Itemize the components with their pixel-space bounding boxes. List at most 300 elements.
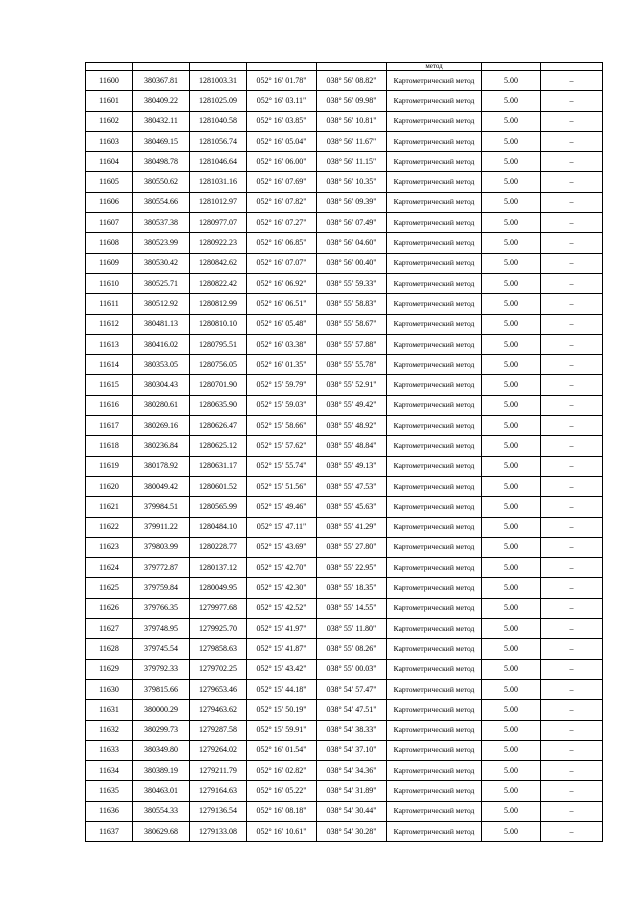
table-row (86, 720, 603, 740)
x-coordinate-cell: 379759.84 (133, 578, 190, 598)
table-row (86, 71, 603, 91)
table-row (86, 801, 603, 821)
method-cell: Картометрический метод (387, 619, 482, 639)
point-number-cell: 11605 (86, 172, 133, 192)
accuracy-cell: 5.00 (482, 71, 541, 91)
y-coordinate-cell: 1281025.09 (190, 91, 247, 111)
method-cell: Картометрический метод (387, 314, 482, 334)
method-cell: Картометрический метод (387, 740, 482, 760)
note-cell: – (541, 131, 603, 151)
point-number-cell: 11621 (86, 497, 133, 517)
x-coordinate-cell: 379984.51 (133, 497, 190, 517)
longitude-cell: 038° 56' 00.40" (317, 253, 387, 273)
method-cell: Картометрический метод (387, 294, 482, 314)
table-row (86, 740, 603, 760)
y-coordinate-cell: 1280977.07 (190, 213, 247, 233)
longitude-cell: 038° 56' 11.15" (317, 152, 387, 172)
y-coordinate-cell: 1279264.02 (190, 740, 247, 760)
latitude-cell: 052° 15' 41.87" (247, 639, 317, 659)
method-cell: Картометрический метод (387, 334, 482, 354)
x-coordinate-cell: 380299.73 (133, 720, 190, 740)
point-number-cell: 11624 (86, 558, 133, 578)
longitude-cell: 038° 55' 18.35" (317, 578, 387, 598)
method-cell: Картометрический метод (387, 476, 482, 496)
latitude-cell: 052° 16' 05.04" (247, 131, 317, 151)
y-coordinate-cell: 1279133.08 (190, 821, 247, 841)
table-row (86, 294, 603, 314)
method-cell: Картометрический метод (387, 436, 482, 456)
point-number-cell: 11616 (86, 395, 133, 415)
table-row (86, 314, 603, 334)
method-cell: Картометрический метод (387, 91, 482, 111)
latitude-cell: 052° 15' 59.79" (247, 375, 317, 395)
method-cell: Картометрический метод (387, 639, 482, 659)
y-coordinate-cell: 1280631.17 (190, 456, 247, 476)
accuracy-cell: 5.00 (482, 375, 541, 395)
x-coordinate-cell: 380269.16 (133, 416, 190, 436)
point-number-cell: 11629 (86, 659, 133, 679)
method-cell: Картометрический метод (387, 679, 482, 699)
accuracy-cell: 5.00 (482, 131, 541, 151)
y-coordinate-cell: 1280626.47 (190, 416, 247, 436)
accuracy-cell: 5.00 (482, 558, 541, 578)
table-row (86, 537, 603, 557)
table-cell (541, 63, 603, 71)
accuracy-cell: 5.00 (482, 213, 541, 233)
coordinates-table (85, 62, 603, 842)
latitude-cell: 052° 15' 41.97" (247, 619, 317, 639)
accuracy-cell: 5.00 (482, 578, 541, 598)
point-number-cell: 11604 (86, 152, 133, 172)
point-number-cell: 11614 (86, 355, 133, 375)
latitude-cell: 052° 15' 58.66" (247, 416, 317, 436)
accuracy-cell: 5.00 (482, 192, 541, 212)
longitude-cell: 038° 56' 08.82" (317, 71, 387, 91)
x-coordinate-cell: 379815.66 (133, 679, 190, 699)
longitude-cell: 038° 56' 11.67" (317, 131, 387, 151)
table-row (86, 233, 603, 253)
point-number-cell: 11615 (86, 375, 133, 395)
table-row (86, 497, 603, 517)
latitude-cell: 052° 15' 47.11" (247, 517, 317, 537)
table-row (86, 659, 603, 679)
y-coordinate-cell: 1280228.77 (190, 537, 247, 557)
note-cell: – (541, 476, 603, 496)
longitude-cell: 038° 55' 52.91" (317, 375, 387, 395)
point-number-cell: 11637 (86, 821, 133, 841)
accuracy-cell: 5.00 (482, 294, 541, 314)
latitude-cell: 052° 16' 05.22" (247, 781, 317, 801)
x-coordinate-cell: 380349.80 (133, 740, 190, 760)
table-row (86, 152, 603, 172)
point-number-cell: 11636 (86, 801, 133, 821)
latitude-cell: 052° 16' 03.85" (247, 111, 317, 131)
table-cell (86, 63, 133, 71)
table-row (86, 253, 603, 273)
y-coordinate-cell: 1280810.10 (190, 314, 247, 334)
y-coordinate-cell: 1279858.63 (190, 639, 247, 659)
note-cell: – (541, 233, 603, 253)
accuracy-cell: 5.00 (482, 395, 541, 415)
x-coordinate-cell: 380481.13 (133, 314, 190, 334)
note-cell: – (541, 152, 603, 172)
longitude-cell: 038° 56' 10.35" (317, 172, 387, 192)
method-cell: Картометрический метод (387, 71, 482, 91)
longitude-cell: 038° 54' 47.51" (317, 700, 387, 720)
point-number-cell: 11633 (86, 740, 133, 760)
table-row (86, 395, 603, 415)
y-coordinate-cell: 1279136.54 (190, 801, 247, 821)
latitude-cell: 052° 16' 07.27" (247, 213, 317, 233)
y-coordinate-cell: 1279164.63 (190, 781, 247, 801)
accuracy-cell: 5.00 (482, 821, 541, 841)
table-row (86, 436, 603, 456)
accuracy-cell: 5.00 (482, 679, 541, 699)
latitude-cell: 052° 15' 51.56" (247, 476, 317, 496)
x-coordinate-cell: 380178.92 (133, 456, 190, 476)
x-coordinate-cell: 380432.11 (133, 111, 190, 131)
longitude-cell: 038° 55' 41.29" (317, 517, 387, 537)
point-number-cell: 11600 (86, 71, 133, 91)
x-coordinate-cell: 380512.92 (133, 294, 190, 314)
latitude-cell: 052° 16' 06.92" (247, 273, 317, 293)
method-cell: Картометрический метод (387, 152, 482, 172)
point-number-cell: 11623 (86, 537, 133, 557)
table-row (86, 355, 603, 375)
y-coordinate-cell: 1280842.62 (190, 253, 247, 273)
y-coordinate-cell: 1281003.31 (190, 71, 247, 91)
table-row (86, 619, 603, 639)
latitude-cell: 052° 16' 03.11" (247, 91, 317, 111)
x-coordinate-cell: 380554.33 (133, 801, 190, 821)
note-cell: – (541, 192, 603, 212)
y-coordinate-cell: 1279287.58 (190, 720, 247, 740)
longitude-cell: 038° 55' 14.55" (317, 598, 387, 618)
point-number-cell: 11632 (86, 720, 133, 740)
x-coordinate-cell: 379766.35 (133, 598, 190, 618)
longitude-cell: 038° 55' 48.84" (317, 436, 387, 456)
point-number-cell: 11631 (86, 700, 133, 720)
note-cell: – (541, 578, 603, 598)
x-coordinate-cell: 379911.22 (133, 517, 190, 537)
y-coordinate-cell: 1280625.12 (190, 436, 247, 456)
x-coordinate-cell: 380353.05 (133, 355, 190, 375)
y-coordinate-cell: 1280635.90 (190, 395, 247, 415)
y-coordinate-cell: 1280756.05 (190, 355, 247, 375)
continuation-method-cell: метод (387, 63, 482, 71)
note-cell: – (541, 111, 603, 131)
x-coordinate-cell: 380550.62 (133, 172, 190, 192)
point-number-cell: 11609 (86, 253, 133, 273)
y-coordinate-cell: 1280822.42 (190, 273, 247, 293)
table-row (86, 334, 603, 354)
x-coordinate-cell: 380049.42 (133, 476, 190, 496)
latitude-cell: 052° 15' 43.69" (247, 537, 317, 557)
note-cell: – (541, 497, 603, 517)
x-coordinate-cell: 380498.78 (133, 152, 190, 172)
accuracy-cell: 5.00 (482, 91, 541, 111)
table-row (86, 192, 603, 212)
x-coordinate-cell: 380389.19 (133, 761, 190, 781)
table-row (86, 131, 603, 151)
table-cell (190, 63, 247, 71)
note-cell: – (541, 314, 603, 334)
note-cell: – (541, 720, 603, 740)
method-cell: Картометрический метод (387, 375, 482, 395)
x-coordinate-cell: 380409.22 (133, 91, 190, 111)
y-coordinate-cell: 1279977.68 (190, 598, 247, 618)
note-cell: – (541, 761, 603, 781)
latitude-cell: 052° 15' 57.62" (247, 436, 317, 456)
x-coordinate-cell: 380463.01 (133, 781, 190, 801)
x-coordinate-cell: 380416.02 (133, 334, 190, 354)
y-coordinate-cell: 1280049.95 (190, 578, 247, 598)
point-number-cell: 11618 (86, 436, 133, 456)
x-coordinate-cell: 380469.15 (133, 131, 190, 151)
point-number-cell: 11625 (86, 578, 133, 598)
method-cell: Картометрический метод (387, 801, 482, 821)
method-cell: Картометрический метод (387, 781, 482, 801)
accuracy-cell: 5.00 (482, 152, 541, 172)
latitude-cell: 052° 16' 10.61" (247, 821, 317, 841)
point-number-cell: 11626 (86, 598, 133, 618)
latitude-cell: 052° 16' 01.35" (247, 355, 317, 375)
y-coordinate-cell: 1281012.97 (190, 192, 247, 212)
longitude-cell: 038° 56' 10.81" (317, 111, 387, 131)
latitude-cell: 052° 16' 08.18" (247, 801, 317, 821)
accuracy-cell: 5.00 (482, 111, 541, 131)
latitude-cell: 052° 16' 06.85" (247, 233, 317, 253)
point-number-cell: 11620 (86, 476, 133, 496)
note-cell: – (541, 395, 603, 415)
longitude-cell: 038° 54' 37.10" (317, 740, 387, 760)
method-cell: Картометрический метод (387, 821, 482, 841)
longitude-cell: 038° 55' 08.26" (317, 639, 387, 659)
latitude-cell: 052° 15' 42.70" (247, 558, 317, 578)
point-number-cell: 11603 (86, 131, 133, 151)
latitude-cell: 052° 15' 50.19" (247, 700, 317, 720)
x-coordinate-cell: 380304.43 (133, 375, 190, 395)
note-cell: – (541, 558, 603, 578)
latitude-cell: 052° 16' 06.00" (247, 152, 317, 172)
latitude-cell: 052° 15' 43.42" (247, 659, 317, 679)
latitude-cell: 052° 15' 55.74" (247, 456, 317, 476)
x-coordinate-cell: 380530.42 (133, 253, 190, 273)
longitude-cell: 038° 55' 59.33" (317, 273, 387, 293)
table-row (86, 91, 603, 111)
table-row (86, 375, 603, 395)
continuation-row (86, 63, 603, 71)
point-number-cell: 11602 (86, 111, 133, 131)
longitude-cell: 038° 55' 55.78" (317, 355, 387, 375)
longitude-cell: 038° 56' 04.60" (317, 233, 387, 253)
accuracy-cell: 5.00 (482, 497, 541, 517)
note-cell: – (541, 213, 603, 233)
accuracy-cell: 5.00 (482, 273, 541, 293)
latitude-cell: 052° 16' 05.48" (247, 314, 317, 334)
note-cell: – (541, 679, 603, 699)
accuracy-cell: 5.00 (482, 537, 541, 557)
table-row (86, 781, 603, 801)
coordinates-table-body (86, 63, 603, 842)
x-coordinate-cell: 380629.68 (133, 821, 190, 841)
method-cell: Картометрический метод (387, 456, 482, 476)
latitude-cell: 052° 15' 59.91" (247, 720, 317, 740)
y-coordinate-cell: 1280812.99 (190, 294, 247, 314)
longitude-cell: 038° 55' 22.95" (317, 558, 387, 578)
note-cell: – (541, 273, 603, 293)
latitude-cell: 052° 16' 01.54" (247, 740, 317, 760)
latitude-cell: 052° 15' 42.30" (247, 578, 317, 598)
method-cell: Картометрический метод (387, 192, 482, 212)
accuracy-cell: 5.00 (482, 700, 541, 720)
latitude-cell: 052° 16' 02.82" (247, 761, 317, 781)
y-coordinate-cell: 1280701.90 (190, 375, 247, 395)
note-cell: – (541, 253, 603, 273)
longitude-cell: 038° 56' 07.49" (317, 213, 387, 233)
method-cell: Картометрический метод (387, 558, 482, 578)
latitude-cell: 052° 15' 59.03" (247, 395, 317, 415)
method-cell: Картометрический метод (387, 578, 482, 598)
accuracy-cell: 5.00 (482, 598, 541, 618)
accuracy-cell: 5.00 (482, 456, 541, 476)
table-row (86, 111, 603, 131)
y-coordinate-cell: 1281031.16 (190, 172, 247, 192)
table-row (86, 598, 603, 618)
method-cell: Картометрический метод (387, 355, 482, 375)
point-number-cell: 11635 (86, 781, 133, 801)
note-cell: – (541, 517, 603, 537)
note-cell: – (541, 537, 603, 557)
note-cell: – (541, 700, 603, 720)
x-coordinate-cell: 380523.99 (133, 233, 190, 253)
longitude-cell: 038° 55' 58.83" (317, 294, 387, 314)
point-number-cell: 11608 (86, 233, 133, 253)
accuracy-cell: 5.00 (482, 233, 541, 253)
y-coordinate-cell: 1279463.62 (190, 700, 247, 720)
longitude-cell: 038° 54' 38.33" (317, 720, 387, 740)
table-row (86, 416, 603, 436)
table-row (86, 213, 603, 233)
method-cell: Картометрический метод (387, 497, 482, 517)
point-number-cell: 11634 (86, 761, 133, 781)
method-cell: Картометрический метод (387, 253, 482, 273)
y-coordinate-cell: 1280922.23 (190, 233, 247, 253)
x-coordinate-cell: 380367.81 (133, 71, 190, 91)
method-cell: Картометрический метод (387, 273, 482, 293)
accuracy-cell: 5.00 (482, 720, 541, 740)
point-number-cell: 11627 (86, 619, 133, 639)
accuracy-cell: 5.00 (482, 476, 541, 496)
y-coordinate-cell: 1279211.79 (190, 761, 247, 781)
x-coordinate-cell: 380525.71 (133, 273, 190, 293)
latitude-cell: 052° 16' 03.38" (247, 334, 317, 354)
point-number-cell: 11612 (86, 314, 133, 334)
latitude-cell: 052° 15' 42.52" (247, 598, 317, 618)
y-coordinate-cell: 1280484.10 (190, 517, 247, 537)
note-cell: – (541, 294, 603, 314)
table-row (86, 558, 603, 578)
table-row (86, 761, 603, 781)
method-cell: Картометрический метод (387, 517, 482, 537)
note-cell: – (541, 598, 603, 618)
point-number-cell: 11606 (86, 192, 133, 212)
longitude-cell: 038° 54' 34.36" (317, 761, 387, 781)
method-cell: Картометрический метод (387, 720, 482, 740)
accuracy-cell: 5.00 (482, 659, 541, 679)
longitude-cell: 038° 54' 30.28" (317, 821, 387, 841)
accuracy-cell: 5.00 (482, 172, 541, 192)
x-coordinate-cell: 380554.66 (133, 192, 190, 212)
method-cell: Картометрический метод (387, 659, 482, 679)
longitude-cell: 038° 55' 57.88" (317, 334, 387, 354)
longitude-cell: 038° 55' 49.42" (317, 395, 387, 415)
note-cell: – (541, 740, 603, 760)
table-row (86, 172, 603, 192)
latitude-cell: 052° 16' 07.82" (247, 192, 317, 212)
method-cell: Картометрический метод (387, 761, 482, 781)
longitude-cell: 038° 54' 57.47" (317, 679, 387, 699)
table-row (86, 578, 603, 598)
longitude-cell: 038° 55' 27.80" (317, 537, 387, 557)
y-coordinate-cell: 1280795.51 (190, 334, 247, 354)
note-cell: – (541, 781, 603, 801)
table-cell (247, 63, 317, 71)
note-cell: – (541, 821, 603, 841)
latitude-cell: 052° 16' 07.07" (247, 253, 317, 273)
note-cell: – (541, 659, 603, 679)
point-number-cell: 11613 (86, 334, 133, 354)
accuracy-cell: 5.00 (482, 801, 541, 821)
note-cell: – (541, 416, 603, 436)
x-coordinate-cell: 380537.38 (133, 213, 190, 233)
accuracy-cell: 5.00 (482, 436, 541, 456)
table-row (86, 517, 603, 537)
y-coordinate-cell: 1279653.46 (190, 679, 247, 699)
point-number-cell: 11630 (86, 679, 133, 699)
method-cell: Картометрический метод (387, 213, 482, 233)
table-row (86, 456, 603, 476)
longitude-cell: 038° 56' 09.98" (317, 91, 387, 111)
point-number-cell: 11611 (86, 294, 133, 314)
accuracy-cell: 5.00 (482, 355, 541, 375)
table-row (86, 821, 603, 841)
accuracy-cell: 5.00 (482, 314, 541, 334)
x-coordinate-cell: 380000.29 (133, 700, 190, 720)
x-coordinate-cell: 380236.84 (133, 436, 190, 456)
longitude-cell: 038° 55' 58.67" (317, 314, 387, 334)
note-cell: – (541, 801, 603, 821)
method-cell: Картометрический метод (387, 111, 482, 131)
point-number-cell: 11601 (86, 91, 133, 111)
point-number-cell: 11619 (86, 456, 133, 476)
latitude-cell: 052° 15' 49.46" (247, 497, 317, 517)
point-number-cell: 11610 (86, 273, 133, 293)
method-cell: Картометрический метод (387, 598, 482, 618)
longitude-cell: 038° 54' 30.44" (317, 801, 387, 821)
longitude-cell: 038° 56' 09.39" (317, 192, 387, 212)
table-row (86, 639, 603, 659)
point-number-cell: 11622 (86, 517, 133, 537)
note-cell: – (541, 375, 603, 395)
x-coordinate-cell: 379748.95 (133, 619, 190, 639)
point-number-cell: 11607 (86, 213, 133, 233)
accuracy-cell: 5.00 (482, 781, 541, 801)
longitude-cell: 038° 55' 45.63" (317, 497, 387, 517)
latitude-cell: 052° 15' 44.18" (247, 679, 317, 699)
accuracy-cell: 5.00 (482, 761, 541, 781)
note-cell: – (541, 436, 603, 456)
